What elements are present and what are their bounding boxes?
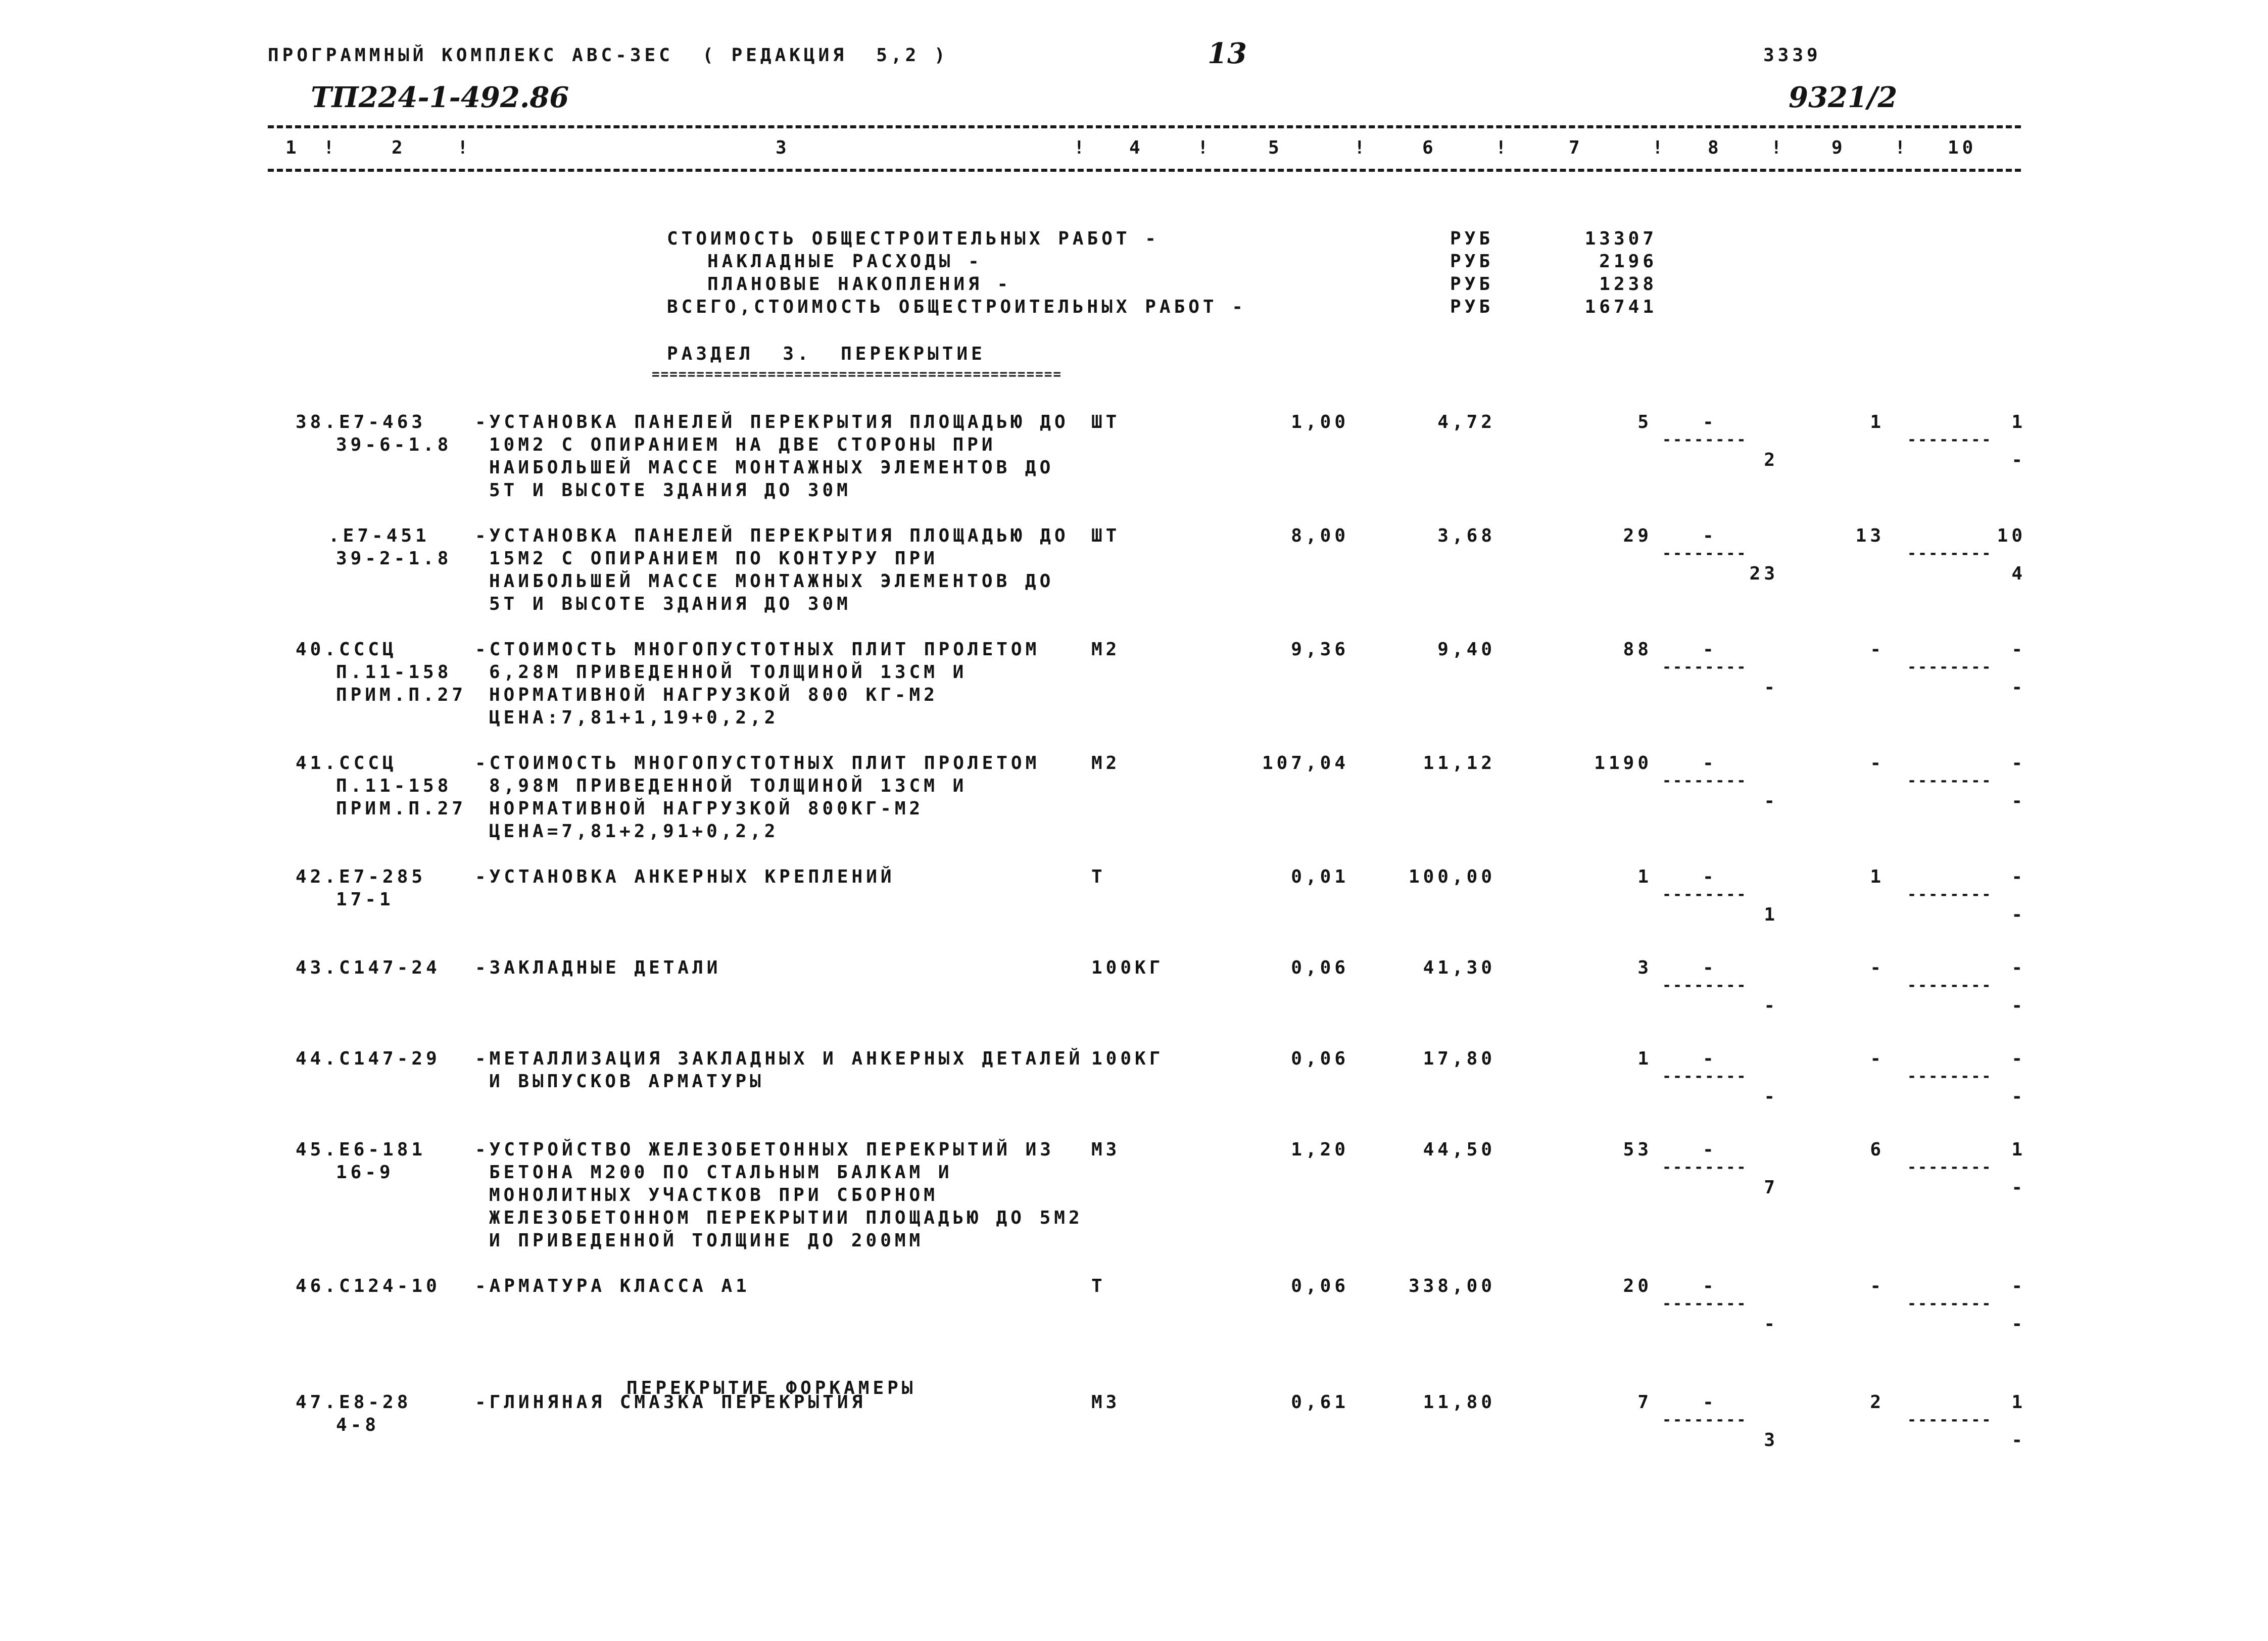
summary-label: ВСЕГО,СТОИМОСТЬ ОБЩЕСТРОИТЕЛЬНЫХ РАБОТ - (667, 297, 1246, 317)
item-col8-rule: -------- (1662, 431, 1748, 449)
summary-value: 2196 (1599, 251, 1657, 272)
summary-label: ПЛАНОВЫЕ НАКОПЛЕНИЯ - (707, 274, 1012, 295)
item-col8-rule: -------- (1662, 1159, 1748, 1176)
summary-value: 13307 (1584, 228, 1657, 249)
item-col8-rule: -------- (1662, 1295, 1748, 1313)
col-sep: ! (323, 137, 338, 158)
item-description: 6,28М ПРИВЕДЕННОЙ ТОЛЩИНОЙ 13СМ И (489, 662, 968, 683)
item-col10-rule: -------- (1907, 1068, 1993, 1085)
item-col8-rule: -------- (1662, 886, 1748, 903)
item-unit: ШТ (1091, 525, 1121, 546)
item-code: 45.Е6-181 (296, 1139, 426, 1160)
item-unit: М3 (1091, 1392, 1121, 1413)
item-col10-top: 10 (1997, 525, 2026, 546)
item-col8-top: - (1703, 1276, 1717, 1296)
col-sep: ! (1652, 137, 1667, 158)
item-col8-bottom: 2 (1764, 450, 1778, 470)
item-unit: ШТ (1091, 412, 1121, 432)
item-description: И ПРИВЕДЕННОЙ ТОЛЩИНЕ ДО 200ММ (489, 1230, 924, 1251)
item-code: 44.С147-29 (296, 1048, 441, 1069)
item-col8-bottom: 1 (1764, 904, 1778, 925)
item-description: -УСТАНОВКА ПАНЕЛЕЙ ПЕРЕКРЫТИЯ ПЛОЩАДЬЮ ДО (475, 525, 1069, 546)
summary-label: НАКЛАДНЫЕ РАСХОДЫ - (707, 251, 983, 272)
subsection-title: ПЕРЕКРЫТИЕ ФОРКАМЕРЫ (626, 1378, 916, 1398)
section-title: РАЗДЕЛ 3. ПЕРЕКРЫТИЕ (667, 344, 986, 364)
sheet-code: 3339 (1763, 45, 1821, 66)
col-sep: ! (1354, 137, 1369, 158)
col-sep: ! (1771, 137, 1786, 158)
item-col10-rule: -------- (1907, 772, 1993, 790)
item-quantity: 9,36 (1291, 639, 1349, 660)
item-quantity: 0,01 (1291, 866, 1349, 887)
item-total: 7 (1637, 1392, 1652, 1413)
item-col10-bottom: - (2011, 791, 2026, 811)
summary-value: 16741 (1584, 297, 1657, 317)
item-description: ЦЕНА=7,81+2,91+0,2,2 (489, 821, 779, 842)
item-col8-bottom: - (1764, 1086, 1778, 1107)
item-quantity: 1,20 (1291, 1139, 1349, 1160)
item-unit: Т (1091, 1276, 1106, 1296)
item-col10-bottom: - (2011, 995, 2026, 1016)
item-code: П.11-158 (336, 662, 452, 683)
item-code: .Е7-451 (328, 525, 430, 546)
col-number: 6 (1422, 137, 1437, 158)
item-col9: 1 (1870, 412, 1885, 432)
item-col10-top: - (2011, 866, 2026, 887)
item-col8-bottom: - (1764, 1314, 1778, 1334)
page-number: 13 (1208, 37, 1247, 70)
item-col8-bottom: - (1764, 995, 1778, 1016)
item-total: 1190 (1594, 753, 1652, 774)
item-col10-rule: -------- (1907, 1411, 1993, 1429)
item-code: 17-1 (336, 889, 394, 910)
item-code: ПРИМ.П.27 (336, 685, 467, 705)
item-unit: 100КГ (1091, 957, 1164, 978)
item-unit: М2 (1091, 639, 1121, 660)
item-code: 40.СССЦ (296, 639, 397, 660)
item-col8-top: - (1703, 957, 1717, 978)
item-description: 8,98М ПРИВЕДЕННОЙ ТОЛЩИНОЙ 13СМ И (489, 776, 968, 796)
item-total: 3 (1637, 957, 1652, 978)
item-col8-rule: -------- (1662, 772, 1748, 790)
item-description: -МЕТАЛЛИЗАЦИЯ ЗАКЛАДНЫХ И АНКЕРНЫХ ДЕТАЛЕЙ (475, 1048, 1084, 1069)
col-number: 7 (1569, 137, 1583, 158)
item-description: -СТОИМОСТЬ МНОГОПУСТОТНЫХ ПЛИТ ПРОЛЕТОМ (475, 753, 1040, 774)
item-col8-bottom: 3 (1764, 1430, 1778, 1451)
item-col8-rule: -------- (1662, 545, 1748, 562)
item-description: НОРМАТИВНОЙ НАГРУЗКОЙ 800КГ-М2 (489, 798, 924, 819)
item-description: -СТОИМОСТЬ МНОГОПУСТОТНЫХ ПЛИТ ПРОЛЕТОМ (475, 639, 1040, 660)
item-col10-bottom: - (2011, 1177, 2026, 1198)
item-price: 44,50 (1423, 1139, 1495, 1160)
item-col8-rule: -------- (1662, 658, 1748, 676)
item-description: -ЗАКЛАДНЫЕ ДЕТАЛИ (475, 957, 721, 978)
item-price: 9,40 (1437, 639, 1495, 660)
item-col10-top: 1 (2011, 1392, 2026, 1413)
col-sep: ! (1074, 137, 1088, 158)
item-description: -АРМАТУРА КЛАССА А1 (475, 1276, 750, 1296)
col-sep: ! (1895, 137, 1909, 158)
item-quantity: 1,00 (1291, 412, 1349, 432)
col-sep: ! (1495, 137, 1510, 158)
program-title: ПРОГРАММНЫЙ КОМПЛЕКС АВС-ЗЕС ( РЕДАКЦИЯ 5,2 ) (268, 45, 949, 66)
item-col10-top: - (2011, 957, 2026, 978)
item-price: 4,72 (1437, 412, 1495, 432)
item-col9: 6 (1870, 1139, 1885, 1160)
item-col10-top: - (2011, 1276, 2026, 1296)
item-col10-bottom: 4 (2011, 563, 2026, 584)
item-col10-top: - (2011, 753, 2026, 774)
col-number: 8 (1708, 137, 1722, 158)
item-code: 16-9 (336, 1162, 394, 1183)
item-code: 4-8 (336, 1415, 380, 1435)
summary-label: СТОИМОСТЬ ОБЩЕСТРОИТЕЛЬНЫХ РАБОТ - (667, 228, 1160, 249)
item-code: 42.Е7-285 (296, 866, 426, 887)
col-number: 4 (1129, 137, 1144, 158)
item-col9: - (1870, 753, 1885, 774)
item-col9: 13 (1855, 525, 1885, 546)
item-col10-bottom: - (2011, 904, 2026, 925)
item-total: 1 (1637, 866, 1652, 887)
item-col10-top: 1 (2011, 412, 2026, 432)
item-description: НАИБОЛЬШЕЙ МАССЕ МОНТАЖНЫХ ЭЛЕМЕНТОВ ДО (489, 457, 1054, 478)
item-col8-top: - (1703, 1139, 1717, 1160)
summary-unit: РУБ (1450, 228, 1494, 249)
col-number: 10 (1948, 137, 1977, 158)
item-col10-rule: -------- (1907, 658, 1993, 676)
col-number: 1 (285, 137, 300, 158)
item-col10-bottom: - (2011, 450, 2026, 470)
item-quantity: 0,61 (1291, 1392, 1349, 1413)
item-description: 10М2 С ОПИРАНИЕМ НА ДВЕ СТОРОНЫ ПРИ (489, 435, 996, 455)
item-col8-bottom: - (1764, 677, 1778, 698)
item-col10-bottom: - (2011, 677, 2026, 698)
item-col8-bottom: 7 (1764, 1177, 1778, 1198)
summary-unit: РУБ (1450, 251, 1494, 272)
item-description: И ВЫПУСКОВ АРМАТУРЫ (489, 1071, 764, 1092)
item-description: -УСТРОЙСТВО ЖЕЛЕЗОБЕТОННЫХ ПЕРЕКРЫТИЙ ИЗ (475, 1139, 1054, 1160)
item-col8-top: - (1703, 1392, 1717, 1413)
item-code: 43.С147-24 (296, 957, 441, 978)
item-code: П.11-158 (336, 776, 452, 796)
item-total: 29 (1623, 525, 1652, 546)
item-description: 15М2 С ОПИРАНИЕМ ПО КОНТУРУ ПРИ (489, 548, 938, 569)
document-number: ТП224-1-492.86 (311, 81, 569, 114)
section-underline: ============================================== (652, 367, 1063, 382)
col-number: 9 (1831, 137, 1846, 158)
col-sep: ! (1197, 137, 1212, 158)
item-col8-rule: -------- (1662, 1068, 1748, 1085)
item-description: НАИБОЛЬШЕЙ МАССЕ МОНТАЖНЫХ ЭЛЕМЕНТОВ ДО (489, 571, 1054, 592)
item-col10-bottom: - (2011, 1314, 2026, 1334)
item-quantity: 107,04 (1262, 753, 1349, 774)
item-total: 5 (1637, 412, 1652, 432)
item-col8-top: - (1703, 412, 1717, 432)
summary-value: 1238 (1599, 274, 1657, 295)
item-price: 41,30 (1423, 957, 1495, 978)
item-col8-top: - (1703, 1048, 1717, 1069)
col-number: 2 (392, 137, 406, 158)
summary-unit: РУБ (1450, 274, 1494, 295)
item-quantity: 0,06 (1291, 1048, 1349, 1069)
item-col10-bottom: - (2011, 1086, 2026, 1107)
item-code: 41.СССЦ (296, 753, 397, 774)
summary-unit: РУБ (1450, 297, 1494, 317)
item-total: 1 (1637, 1048, 1652, 1069)
item-col8-top: - (1703, 525, 1717, 546)
item-col9: 2 (1870, 1392, 1885, 1413)
item-col8-bottom: - (1764, 791, 1778, 811)
item-code: 47.Е8-28 (296, 1392, 412, 1413)
item-total: 88 (1623, 639, 1652, 660)
item-col10-rule: -------- (1907, 431, 1993, 449)
item-price: 100,00 (1408, 866, 1495, 887)
item-description: НОРМАТИВНОЙ НАГРУЗКОЙ 800 КГ-М2 (489, 685, 938, 705)
item-code: 39-2-1.8 (336, 548, 452, 569)
item-description: ЖЕЛЕЗОБЕТОННОМ ПЕРЕКРЫТИИ ПЛОЩАДЬЮ ДО 5М2 (489, 1208, 1083, 1228)
item-price: 338,00 (1408, 1276, 1495, 1296)
item-code: 38.Е7-463 (296, 412, 426, 432)
item-description: -ГЛИНЯНАЯ СМАЗКА ПЕРЕКРЫТИЯ (475, 1392, 866, 1413)
header-rule-bottom (268, 169, 2021, 172)
item-description: 5Т И ВЫСОТЕ ЗДАНИЯ ДО 30М (489, 594, 851, 614)
item-col8-top: - (1703, 753, 1717, 774)
item-col8-bottom: 23 (1749, 563, 1778, 584)
item-col10-top: 1 (2011, 1139, 2026, 1160)
item-col9: - (1870, 957, 1885, 978)
item-col10-rule: -------- (1907, 977, 1993, 994)
item-price: 11,80 (1423, 1392, 1495, 1413)
header-rule-top (268, 125, 2021, 128)
item-total: 53 (1623, 1139, 1652, 1160)
item-description: БЕТОНА М200 ПО СТАЛЬНЫМ БАЛКАМ И (489, 1162, 953, 1183)
item-col10-top: - (2011, 639, 2026, 660)
item-unit: 100КГ (1091, 1048, 1164, 1069)
item-quantity: 0,06 (1291, 957, 1349, 978)
item-price: 3,68 (1437, 525, 1495, 546)
item-col10-rule: -------- (1907, 886, 1993, 903)
item-col10-bottom: - (2011, 1430, 2026, 1451)
item-unit: М3 (1091, 1139, 1121, 1160)
item-price: 17,80 (1423, 1048, 1495, 1069)
item-price: 11,12 (1423, 753, 1495, 774)
item-code: 46.С124-10 (296, 1276, 441, 1296)
item-col9: 1 (1870, 866, 1885, 887)
sheet-number: 9321/2 (1789, 81, 1898, 114)
item-col9: - (1870, 639, 1885, 660)
item-unit: М2 (1091, 753, 1121, 774)
item-col8-rule: -------- (1662, 977, 1748, 994)
col-number: 3 (776, 137, 790, 158)
col-number: 5 (1268, 137, 1283, 158)
item-description: -УСТАНОВКА ПАНЕЛЕЙ ПЕРЕКРЫТИЯ ПЛОЩАДЬЮ ДО (475, 412, 1069, 432)
item-col10-rule: -------- (1907, 545, 1993, 562)
item-col10-rule: -------- (1907, 1159, 1993, 1176)
item-col10-rule: -------- (1907, 1295, 1993, 1313)
item-code: ПРИМ.П.27 (336, 798, 467, 819)
item-col8-rule: -------- (1662, 1411, 1748, 1429)
item-col8-top: - (1703, 639, 1717, 660)
item-col9: - (1870, 1276, 1885, 1296)
item-description: 5Т И ВЫСОТЕ ЗДАНИЯ ДО 30М (489, 480, 851, 501)
item-description: МОНОЛИТНЫХ УЧАСТКОВ ПРИ СБОРНОМ (489, 1185, 938, 1205)
item-col9: - (1870, 1048, 1885, 1069)
item-description: -УСТАНОВКА АНКЕРНЫХ КРЕПЛЕНИЙ (475, 866, 895, 887)
item-quantity: 0,06 (1291, 1276, 1349, 1296)
item-total: 20 (1623, 1276, 1652, 1296)
item-col8-top: - (1703, 866, 1717, 887)
item-quantity: 8,00 (1291, 525, 1349, 546)
item-description: ЦЕНА:7,81+1,19+0,2,2 (489, 707, 779, 728)
item-code: 39-6-1.8 (336, 435, 452, 455)
item-col10-top: - (2011, 1048, 2026, 1069)
col-sep: ! (457, 137, 472, 158)
item-unit: Т (1091, 866, 1106, 887)
